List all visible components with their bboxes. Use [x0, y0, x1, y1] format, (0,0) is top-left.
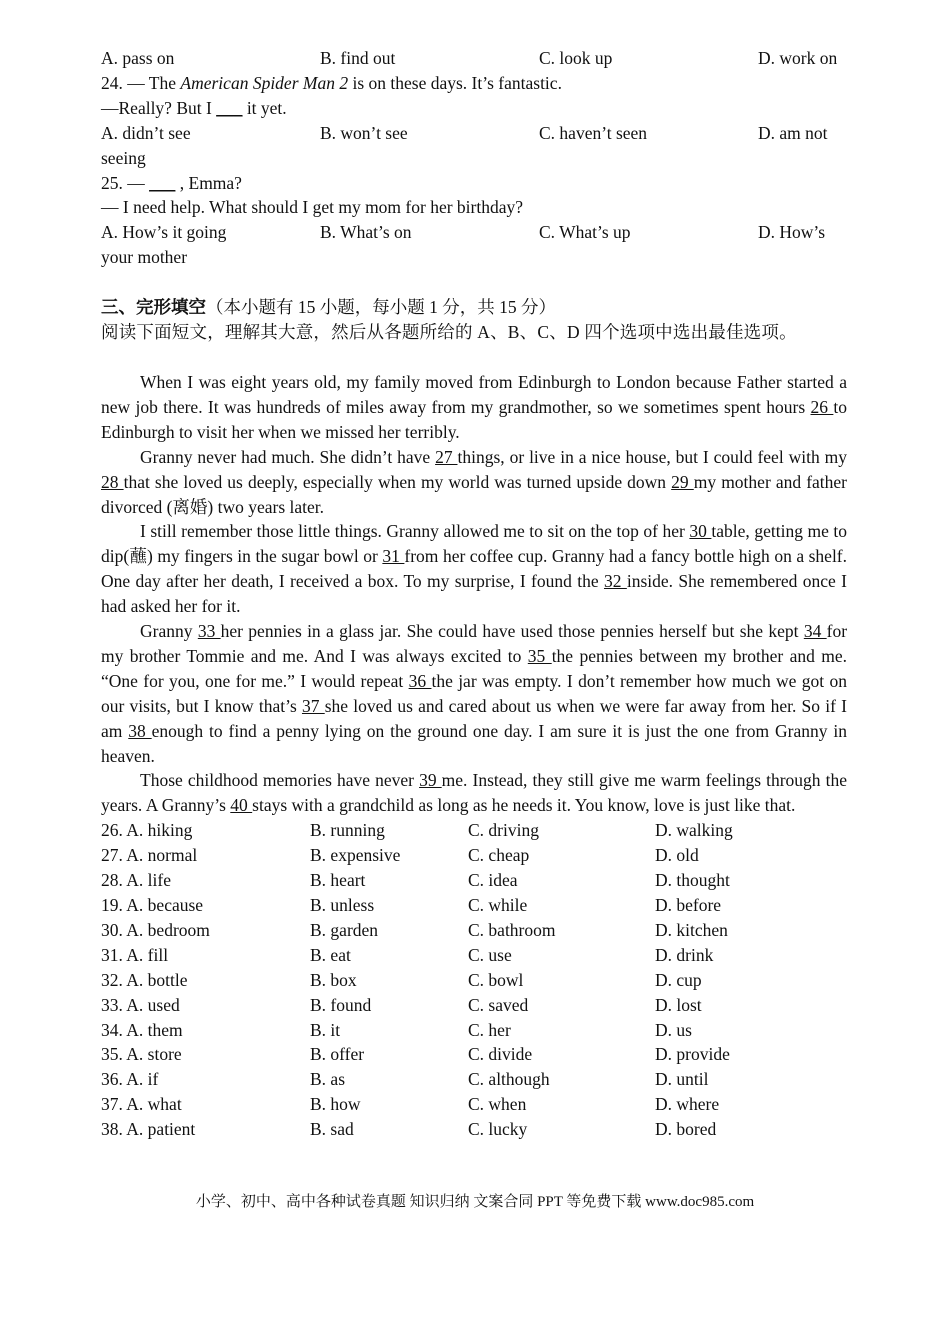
answer-option: 32. A. bottle	[101, 969, 188, 990]
q24-reply: —Really? But I ___ it yet.	[101, 97, 287, 118]
answer-option: C. although	[468, 1069, 550, 1090]
blank-37: 37	[301, 695, 325, 716]
passage-text: Granny	[140, 621, 198, 642]
answer-option: C. idea	[468, 870, 518, 891]
answer-option: C. bowl	[468, 969, 524, 990]
answer-option: B. unless	[310, 895, 375, 915]
answer-option: 28. A. life	[101, 870, 171, 891]
answer-row	[101, 993, 847, 1018]
answer-option: B. it	[310, 1019, 341, 1040]
option-c: C. look up	[539, 48, 613, 68]
option-a: A. didn’t see	[101, 122, 191, 143]
passage-text: enough to find a penny lying on the ground one day. I am sure it is just the one from Granny in heaven.	[101, 720, 847, 766]
answer-option: B. eat	[310, 944, 351, 965]
answer-option: D. until	[655, 1069, 709, 1090]
answer-option: C. bathroom	[468, 919, 556, 940]
passage-text: the pennies between my brother and me. “One for you, one for me.” I would repeat	[101, 645, 848, 691]
answer-option: 36. A. if	[101, 1069, 159, 1090]
answer-row	[101, 1092, 847, 1117]
answer-option: C. cheap	[468, 845, 530, 866]
q25-options	[101, 220, 847, 245]
blank-33: 33	[197, 621, 221, 642]
answer-option: D. drink	[655, 944, 714, 965]
answer-option: C. use	[468, 944, 512, 965]
passage-text: inside. She remembered once I had asked her for it.	[101, 571, 848, 617]
answer-option: C. while	[468, 895, 528, 915]
answer-option: 19. A. because	[101, 895, 204, 915]
answer-option: C. when	[468, 1094, 527, 1115]
passage-text: I still remember those little things. Granny allowed me to sit on the top of her	[140, 521, 690, 542]
exam-page	[101, 46, 847, 1142]
blank-35: 35	[527, 645, 552, 666]
blank-36: 36	[408, 670, 432, 691]
q25-reply: — I need help. What should I get my mom for her birthday?	[101, 197, 523, 218]
option-c: C. What’s up	[539, 222, 631, 243]
option-d: D. How’s	[758, 222, 826, 243]
answer-option: 38. A. patient	[101, 1119, 196, 1140]
section-title: 三、完形填空（本小题有 15 小题，每小题 1 分，共 15 分）	[101, 297, 556, 318]
answer-option: 34. A. them	[101, 1019, 183, 1040]
passage-text: Granny never had much. She didn’t have	[140, 446, 436, 467]
answer-row	[101, 1018, 847, 1043]
answer-option: D. bored	[655, 1119, 717, 1140]
answer-option: B. box	[310, 969, 357, 990]
passage-paragraph-2	[101, 445, 847, 520]
blank-26: 26	[810, 396, 834, 417]
option-d: D. work on	[758, 48, 838, 68]
q24-options	[101, 121, 847, 146]
answer-option: D. us	[655, 1019, 692, 1040]
answer-option: B. how	[310, 1094, 361, 1115]
passage-text: that she loved us deeply, especially when my world was turned upside down	[123, 471, 672, 492]
answer-option: 30. A. bedroom	[101, 919, 210, 940]
passage-text: she loved us and cared about us when we were far away from her. So if I am	[101, 695, 847, 741]
answer-option: D. thought	[655, 870, 730, 891]
answer-option: B. garden	[310, 919, 379, 940]
answer-option: B. sad	[310, 1119, 354, 1140]
answer-row	[101, 893, 847, 918]
answer-option: C. lucky	[468, 1119, 528, 1140]
passage-paragraph-3	[101, 519, 847, 619]
answer-row	[101, 1067, 847, 1092]
option-b: B. won’t see	[320, 122, 408, 143]
answer-row	[101, 1042, 847, 1067]
answer-option: D. old	[655, 845, 699, 866]
answer-blank: ___	[216, 97, 243, 118]
answer-option: C. divide	[468, 1044, 533, 1065]
answer-option: B. heart	[310, 870, 366, 891]
passage-text: her pennies in a glass jar. She could have used those pennies herself but she kept	[220, 621, 804, 642]
blank-34: 34	[803, 621, 827, 642]
answer-options-list	[101, 818, 847, 1142]
answer-option: 31. A. fill	[101, 944, 169, 965]
answer-option: B. expensive	[310, 845, 401, 866]
answer-blank: ___	[149, 172, 176, 193]
option-b: B. What’s on	[320, 222, 412, 243]
passage-text: my mother and father divorced (离婚) two years later.	[101, 471, 848, 517]
answer-row	[101, 843, 847, 868]
answer-option: C. her	[468, 1019, 511, 1040]
answer-option: C. driving	[468, 820, 539, 841]
passage-paragraph-4	[101, 619, 847, 768]
footer-text: 小学、初中、高中各种试卷真题 知识归纳 文案合同 PPT 等免费下载 www.doc985.com	[195, 1194, 755, 1210]
passage-text: to Edinburgh to visit her when we missed her terribly.	[101, 396, 847, 442]
section-instruction: 阅读下面短文，理解其大意，然后从各题所给的 A、B、C、D 四个选项中选出最佳选项。	[101, 322, 797, 343]
blank-27: 27	[435, 446, 458, 467]
answer-row	[101, 943, 847, 968]
option-d: D. am not	[758, 122, 828, 143]
passage-text: Those childhood memories have never	[140, 770, 420, 791]
answer-option: B. running	[310, 820, 385, 841]
passage-paragraph-5	[101, 768, 847, 818]
blank-29: 29	[671, 471, 694, 492]
blank-38: 38	[128, 720, 152, 741]
answer-row	[101, 918, 847, 943]
q24-question: 24. — The American Spider Man 2 is on these days. It’s fantastic.	[101, 72, 562, 93]
answer-option: D. cup	[655, 969, 702, 990]
answer-option: 35. A. store	[101, 1044, 182, 1065]
answer-option: D. where	[655, 1094, 720, 1115]
answer-option: B. as	[310, 1069, 345, 1090]
passage-text: me. Instead, they still give me warm feelings through the years. A Granny’s	[101, 770, 848, 816]
option-a: A. How’s it going	[101, 222, 227, 243]
answer-row	[101, 968, 847, 993]
blank-39: 39	[419, 770, 442, 791]
answer-option: 33. A. used	[101, 994, 180, 1015]
answer-option: B. found	[310, 994, 372, 1015]
answer-option: 37. A. what	[101, 1094, 182, 1115]
answer-option: D. lost	[655, 994, 702, 1015]
movie-title: American Spider Man 2	[180, 72, 349, 93]
answer-option: D. kitchen	[655, 919, 728, 940]
option-a: A. pass on	[101, 48, 175, 68]
passage-text: When I was eight years old, my family moved from Edinburgh to London because Father started a new job there. It was hundreds of miles away from my grandmother, so we sometimes spent hours	[101, 371, 847, 417]
answer-row	[101, 868, 847, 893]
q25-question: 25. — ___ , Emma?	[101, 172, 242, 193]
blank-28: 28	[101, 471, 124, 492]
q25-option-wrap: your mother	[101, 247, 188, 268]
option-b: B. find out	[320, 48, 396, 68]
passage-text: from her coffee cup. Granny had a fancy bottle high on a shelf. One day after her death, I received a box. To my surprise, I found the	[101, 546, 848, 592]
option-c: C. haven’t seen	[539, 122, 648, 143]
answer-option: 26. A. hiking	[101, 820, 193, 841]
passage-text: for my brother Tommie and me. And I was always excited to	[101, 621, 848, 666]
q23-options	[101, 46, 847, 71]
blank-32: 32	[603, 571, 627, 592]
answer-row	[101, 818, 847, 843]
passage-text: stays with a grandchild as long as he needs it. You know, love is just like that.	[252, 795, 796, 816]
answer-option: D. walking	[655, 820, 733, 841]
answer-option: C. saved	[468, 994, 529, 1015]
passage-text: things, or live in a nice house, but I could feel with my	[457, 446, 847, 467]
passage-text: the jar was empty. I don’t remember how much we got on our visits, but I know that’s	[101, 670, 848, 716]
blank-31: 31	[382, 546, 405, 567]
answer-option: D. provide	[655, 1044, 730, 1065]
passage-paragraph-1	[101, 370, 847, 445]
answer-option: D. before	[655, 895, 722, 915]
passage-text: table, getting me to dip(蘸) my fingers in the sugar bowl or	[101, 521, 848, 567]
blank-40: 40	[230, 795, 253, 816]
answer-row	[101, 1117, 847, 1142]
answer-option: B. offer	[310, 1044, 365, 1065]
cloze-passage	[101, 370, 847, 818]
q24-option-wrap: seeing	[101, 147, 146, 168]
blank-30: 30	[689, 521, 712, 542]
answer-option: 27. A. normal	[101, 845, 198, 866]
